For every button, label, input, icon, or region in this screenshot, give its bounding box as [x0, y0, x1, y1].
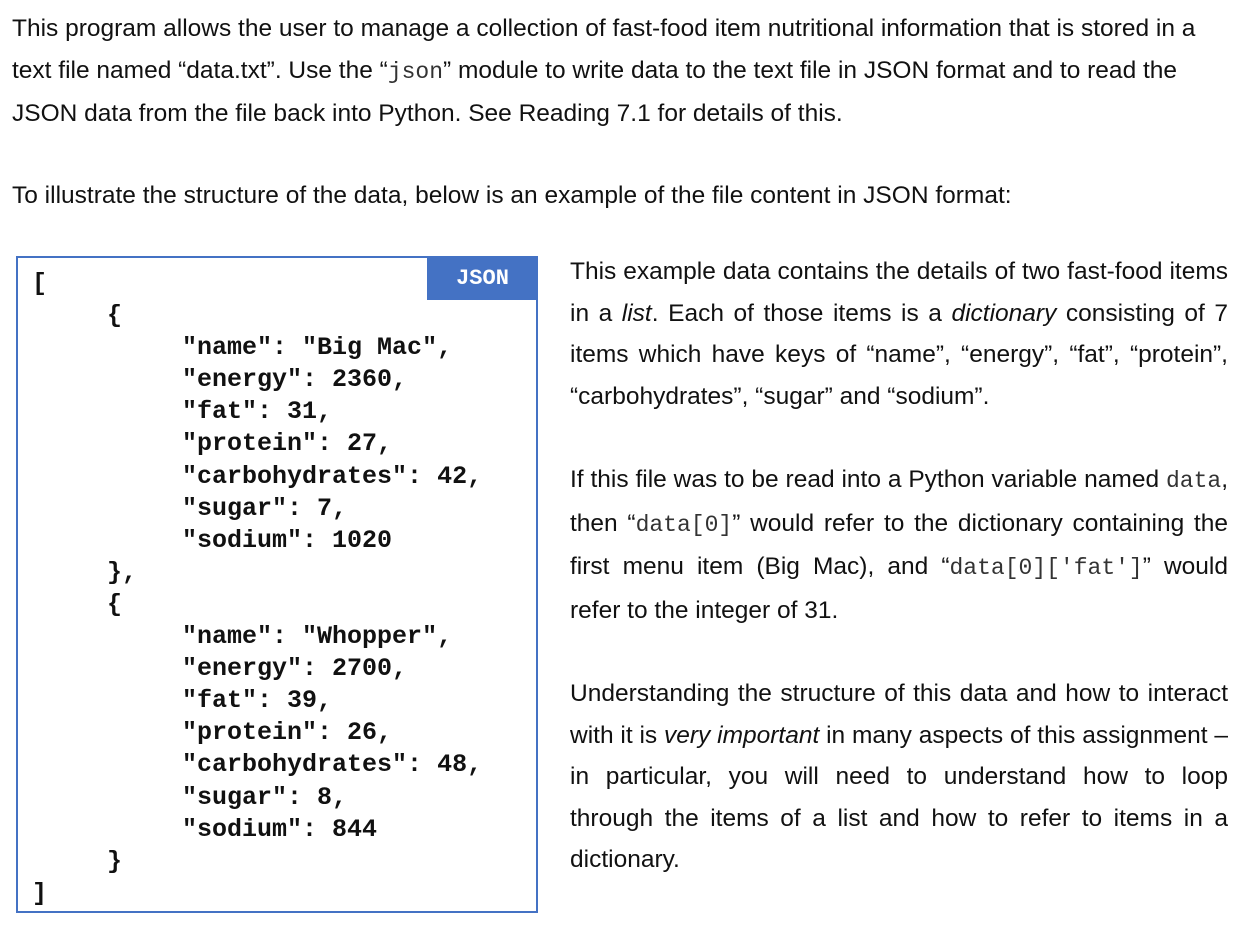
data-index-code: data[0] — [635, 511, 733, 538]
json-module-code: json — [387, 59, 444, 85]
p2-text-2: , then “ — [570, 465, 1228, 537]
p2-text-3: ” would refer to the dictionary containing the first menu item (Big Mac), and “ — [570, 509, 1228, 581]
data-fat-code: data[0]['fat'] — [949, 555, 1143, 582]
explanation-paragraph-3 — [570, 673, 1228, 881]
explanation-paragraph-2 — [570, 459, 1228, 631]
data-variable-code: data — [1165, 467, 1222, 494]
explanation-column — [570, 251, 1228, 881]
p1-text-1: This example data contains the details of two fast-food items in a — [570, 258, 1228, 327]
intro-text-2: ” module to write data to the text file in JSON format and to read the JSON data from the file back into Python. See Reading 7.1 for details of this. — [12, 57, 1178, 127]
p1-text-3: consisting of 7 items which have keys of “name”, “energy”, “fat”, “protein”, “carbohydrates”, “sugar” and “sodium”. — [570, 299, 1228, 410]
intro-paragraph — [12, 8, 1234, 135]
p3-text-2: in many aspects of this assignment – in particular, you will need to understand how to loop through the items of a list and how to refer to items in a dictionary. — [570, 721, 1228, 874]
json-code-content: [ { "name": "Big Mac", "energy": 2360, "fat": 31, "protein": 27, "carbohydrates": 42, "sugar": 7, "sodium": 1020 }, { "name": "Whopper", "energy": 2700, "fat": 39, "protein": 26, "carbohydrates": 48, "sugar": 8, "sodium": 844 } ] — [32, 269, 483, 908]
p2-text-1: If this file was to be read into a Python variable named — [570, 465, 1166, 493]
p1-list-emphasis: list — [621, 299, 652, 327]
p3-text-1: Understanding the structure of this data and how to interact with it is — [570, 679, 1228, 749]
p1-text-2: . Each of those items is a — [651, 299, 952, 327]
p1-dictionary-emphasis: dictionary — [951, 299, 1057, 327]
intro-text-1: This program allows the user to manage a collection of fast-food item nutritional information that is stored in a text file named “data.txt”. Use the “ — [12, 15, 1196, 84]
p3-very-important-emphasis: very important — [664, 721, 820, 749]
json-code-box — [16, 256, 538, 913]
illustrate-paragraph: To illustrate the structure of the data, below is an example of the file content in JSON format: — [12, 182, 1012, 209]
explanation-paragraph-1 — [570, 251, 1228, 417]
json-badge: JSON — [427, 256, 538, 300]
p2-text-4: ” would refer to the integer of 31. — [570, 553, 1229, 624]
